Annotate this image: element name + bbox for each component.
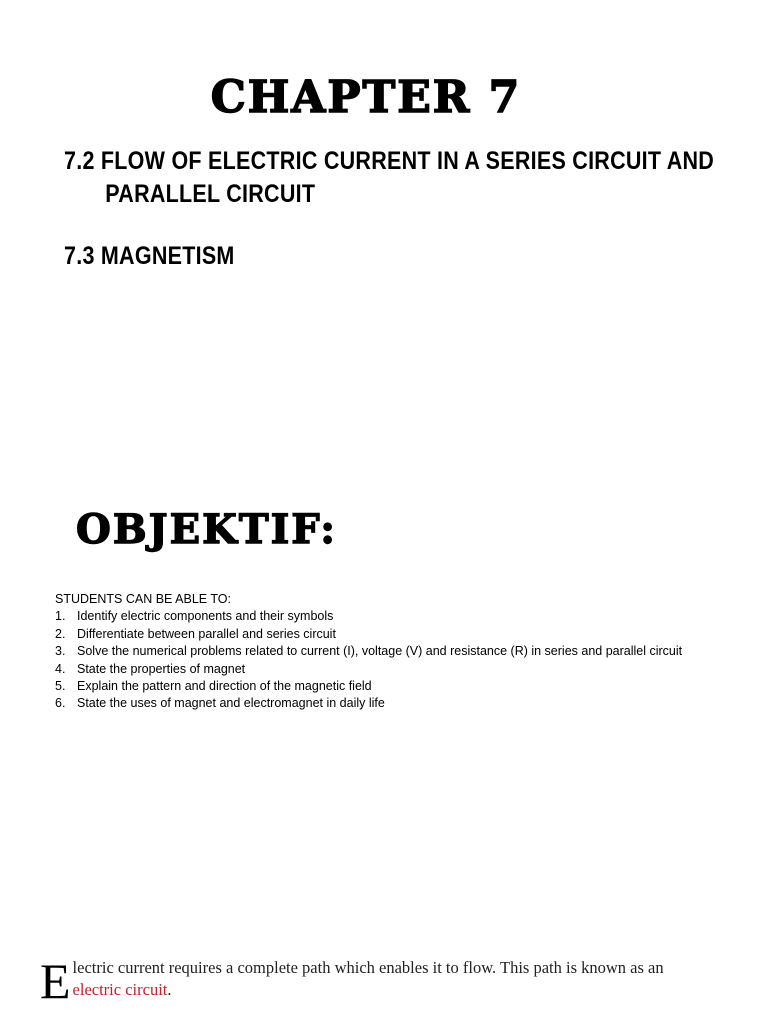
list-item <box>55 678 755 695</box>
paragraph-text: lectric current requires a complete path which enables it to flow. This path is known as an <box>72 957 664 977</box>
section-heading-line: 7.2 FLOW OF ELECTRIC CURRENT IN A SERIES CIRCUIT AND <box>64 147 715 175</box>
list-item <box>55 626 755 643</box>
list-item <box>55 643 755 660</box>
section-heading-continuation: PARALLEL CIRCUIT <box>105 180 316 208</box>
paragraph-end: . <box>167 979 172 999</box>
list-item <box>55 661 755 678</box>
intro-paragraph <box>40 952 740 1009</box>
list-item <box>55 608 755 625</box>
list-number: 4. <box>55 661 66 676</box>
list-text: Explain the pattern and direction of the magnetic field <box>77 679 372 694</box>
list-number: 3. <box>55 644 66 659</box>
list-number: 1. <box>55 609 66 624</box>
objectives-intro: STUDENTS CAN BE ABLE TO: <box>55 592 231 606</box>
list-item <box>55 695 755 712</box>
list-text: Identify electric components and their symbols <box>77 609 334 624</box>
list-number: 2. <box>55 626 66 641</box>
list-number: 6. <box>55 696 66 711</box>
chapter-title: CHAPTER 7 <box>210 72 522 123</box>
section-heading-7-3 <box>64 240 235 273</box>
section-heading-line: 7.3 MAGNETISM <box>64 242 235 270</box>
drop-cap: E <box>40 952 71 1009</box>
list-number: 5. <box>55 679 66 694</box>
list-text: Solve the numerical problems related to current (I), voltage (V) and resistance (R) in series and parallel circuit <box>77 644 683 659</box>
list-text: State the properties of magnet <box>77 661 246 676</box>
objektif-heading: OBJEKTIF: <box>76 506 338 553</box>
highlighted-term: electric circuit <box>72 979 168 999</box>
objectives-list <box>55 608 755 712</box>
section-heading-7-2 <box>64 145 718 211</box>
list-text: State the uses of magnet and electromagnet in daily life <box>77 696 385 711</box>
list-text: Differentiate between parallel and series circuit <box>77 626 336 641</box>
objectives-block <box>55 591 755 713</box>
